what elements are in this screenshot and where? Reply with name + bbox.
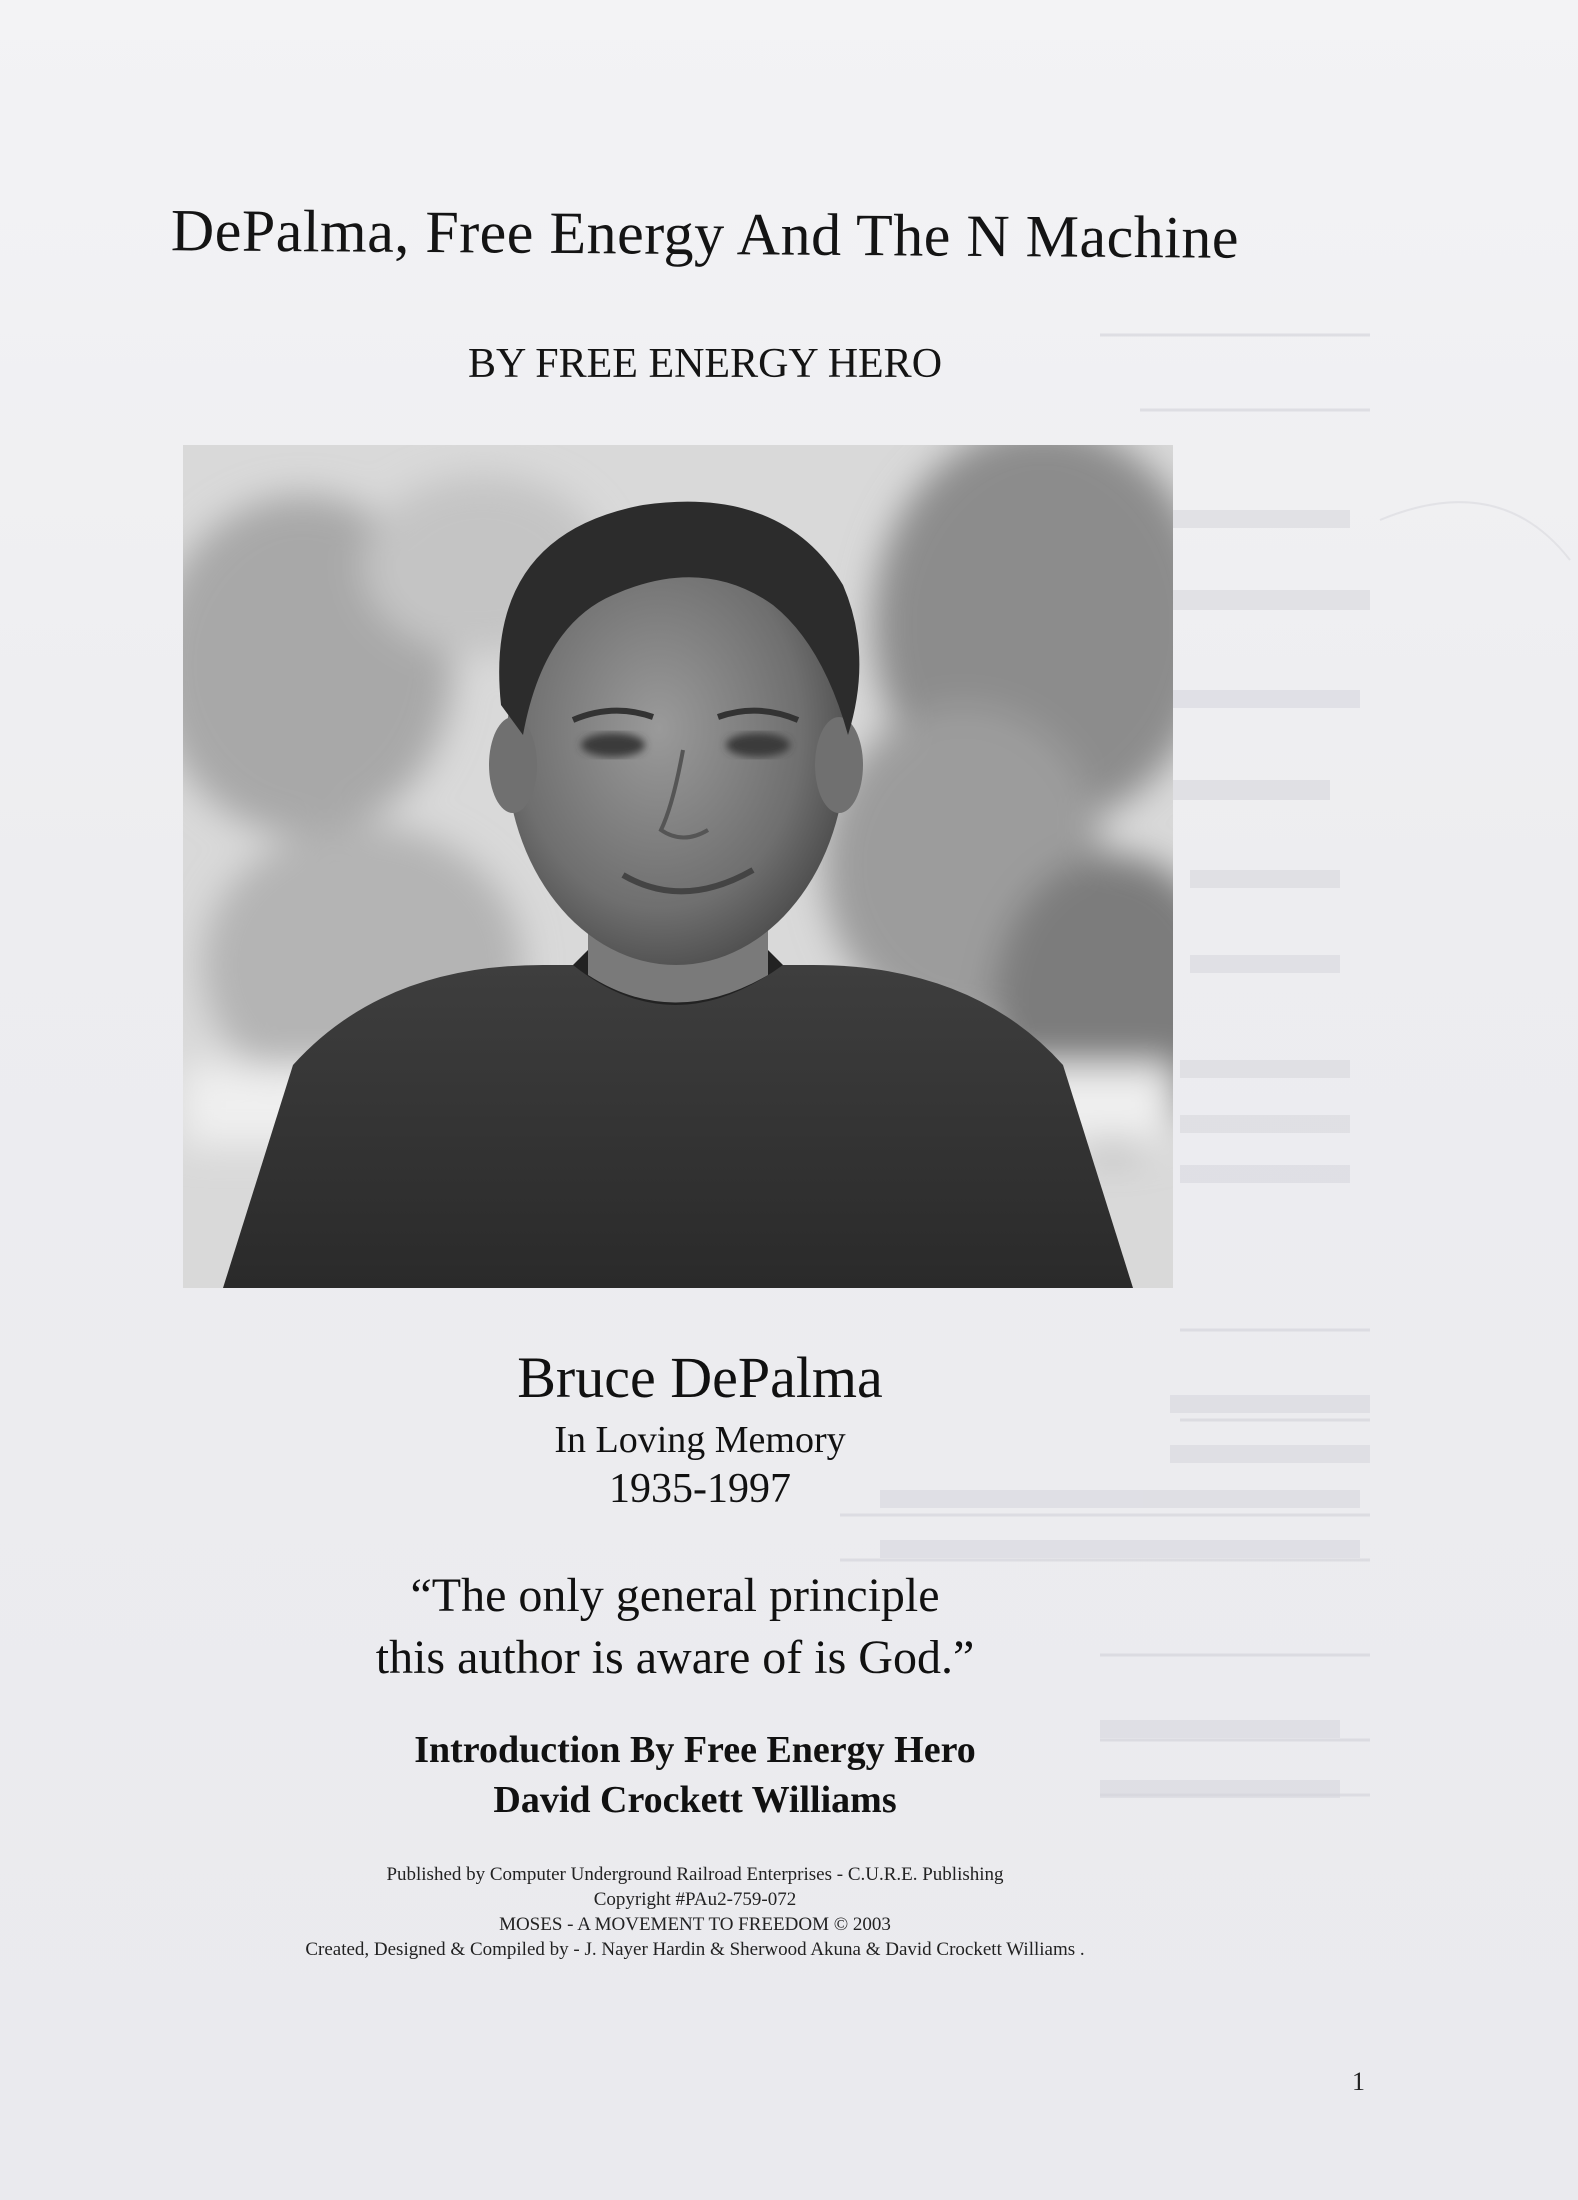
quote-line-1: “The only general principle	[410, 1569, 940, 1622]
credits-copyright: Copyright #PAu2-759-072	[593, 1889, 797, 1910]
document-title: DePalma, Free Energy And The N Machine	[170, 197, 1240, 271]
memorial-years: 1935-1997	[609, 1466, 791, 1512]
credits-organization: MOSES - A MOVEMENT TO FREEDOM © 2003	[499, 1914, 891, 1935]
introduction-block	[0, 1725, 1390, 1825]
quote-line-2: this author is aware of is God.”	[375, 1631, 975, 1684]
quote-block	[0, 1565, 1350, 1689]
publication-credits	[0, 1862, 1390, 1962]
author-byline: BY FREE ENERGY HERO	[467, 341, 943, 387]
introduction-line-1: Introduction By Free Energy Hero	[414, 1729, 976, 1771]
portrait-image	[183, 445, 1173, 1288]
memorial-name: Bruce DePalma	[517, 1345, 883, 1410]
portrait-photo	[183, 445, 1173, 1288]
memorial-dedication: In Loving Memory	[554, 1419, 846, 1461]
credits-compilers: Created, Designed & Compiled by - J. Nayer Hardin & Sherwood Akuna & David Crockett Williams .	[305, 1939, 1085, 1960]
page-number: 1	[1352, 2067, 1365, 2096]
credits-publisher: Published by Computer Underground Railroad Enterprises - C.U.R.E. Publishing	[386, 1864, 1004, 1885]
introduction-line-2: David Crockett Williams	[493, 1779, 897, 1821]
